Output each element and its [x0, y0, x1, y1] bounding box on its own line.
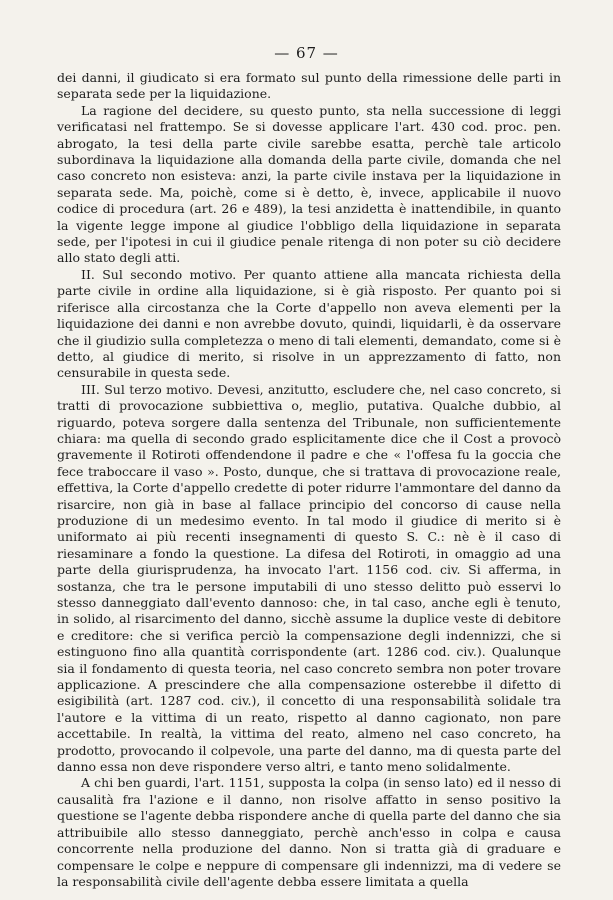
page-body	[57, 70, 561, 890]
paragraph-continuation: dei danni, il giudicato si era formato sul punto della rimessione delle parti in separata sede per la liquidazione.	[57, 70, 561, 102]
paragraph-terzo-motivo: III. Sul terzo motivo. Devesi, anzitutto, escludere che, nel caso concreto, si tratti di provocazione subbiettiva o, meglio, putativa. Qualche dubbio, al riguardo, poteva sorgere dalla sentenza del Tribunale, non sufficientemente chiara: ma quella di secondo grado esplicitamente dice che il Cost a provocò gravemente il Rotiroti offendendone il padre e che « l'offesa fu la goccia che fece traboccare il vaso ». Posto, dunque, che si trattava di provocazione reale, effettiva, la Corte d'appello credette di poter ridurre l'ammontare del danno da risarcire, non già in base al fallace principio del concorso di cause nella produzione di un medesimo evento. In tal modo il giudice di merito si è uniformato ai più recenti insegnamenti di questo S. C.: nè è il caso di riesaminare a fondo la questione. La difesa del Rotiroti, in omaggio ad una parte della giurisprudenza, ha invocato l'art. 1156 cod. civ. Si afferma, in sostanza, che tra le persone imputabili di uno stesso delitto può esservi lo stesso danneggiato dall'evento dannoso: che, in tal caso, anche egli è tenuto, in solido, al risarcimento del danno, sicchè assume la duplice veste di debitore e creditore: che si verifica perciò la compensazione degli indennizzi, che si estinguono fino alla quantità corrispondente (art. 1286 cod. civ.). Qualunque sia il fondamento di questa teoria, nel caso concreto sembra non poter trovare applicazione. A prescindere che alla compensazione osterebbe il difetto di esigibilità (art. 1287 cod. civ.), il concetto di una responsabilità solidale tra l'autore e la vittima di un reato, rispetto al danno cagionato, non pare accettabile. In realtà, la vittima del reato, almeno nel caso concreto, ha prodotto, provocando il colpevole, una parte del danno, ma di questa parte del danno essa non deve rispondere verso altri, e tanto meno solidalmente.	[57, 381, 561, 775]
paragraph-ragione: La ragione del decidere, su questo punto, sta nella successione di leggi verificatasi nel frattempo. Se si dovesse applicare l'art. 430 cod. proc. pen. abrogato, la tesi della parte civile sarebbe esatta, perchè tale articolo subordinava la liquidazione alla domanda della parte civile, domanda che nel caso concreto non esisteva: anzi, la parte civile instava per la liquidazione in separata sede. Ma, poichè, come si è detto, è, invece, applicabile il nuovo codice di procedura (art. 26 e 489), la tesi anzidetta è inattendibile, in quanto la vigente legge impone al giudice l'obbligo della liquidazione in separata sede, per l'ipotesi in cui il giudice penale ritenga di non poter su ciò decidere allo stato degli atti.	[57, 102, 561, 266]
page-number: — 67 —	[274, 44, 339, 62]
paragraph-secondo-motivo: II. Sul secondo motivo. Per quanto attiene alla mancata richiesta della parte civile in ordine alla liquidazione, si è già risposto. Per quanto poi si riferisce alla circostanza che la Corte d'appello non aveva elementi per la liquidazione dei danni e non avrebbe dovuto, quindi, liquidarli, è da osservare che il giudizio sulla completezza o meno di tali elementi, demandato, come si è detto, al giudice di merito, si risolve in un apprezzamento di fatto, non censurabile in questa sede.	[57, 266, 561, 381]
paragraph-art-1151: A chi ben guardi, l'art. 1151, supposta la colpa (in senso lato) ed il nesso di causalità fra l'azione e il danno, non risolve affatto in senso positivo la questione se l'agente debba rispondere anche di quella parte del danno che sia attribuibile allo stesso danneggiato, perchè anch'esso in colpa e causa concorrente nella produzione del danno. Non si tratta già di graduare e compensare le colpe e neppure di compensare gli indennizzi, ma di vedere se la responsabilità civile dell'agente debba essere limitata a quella	[57, 775, 561, 889]
